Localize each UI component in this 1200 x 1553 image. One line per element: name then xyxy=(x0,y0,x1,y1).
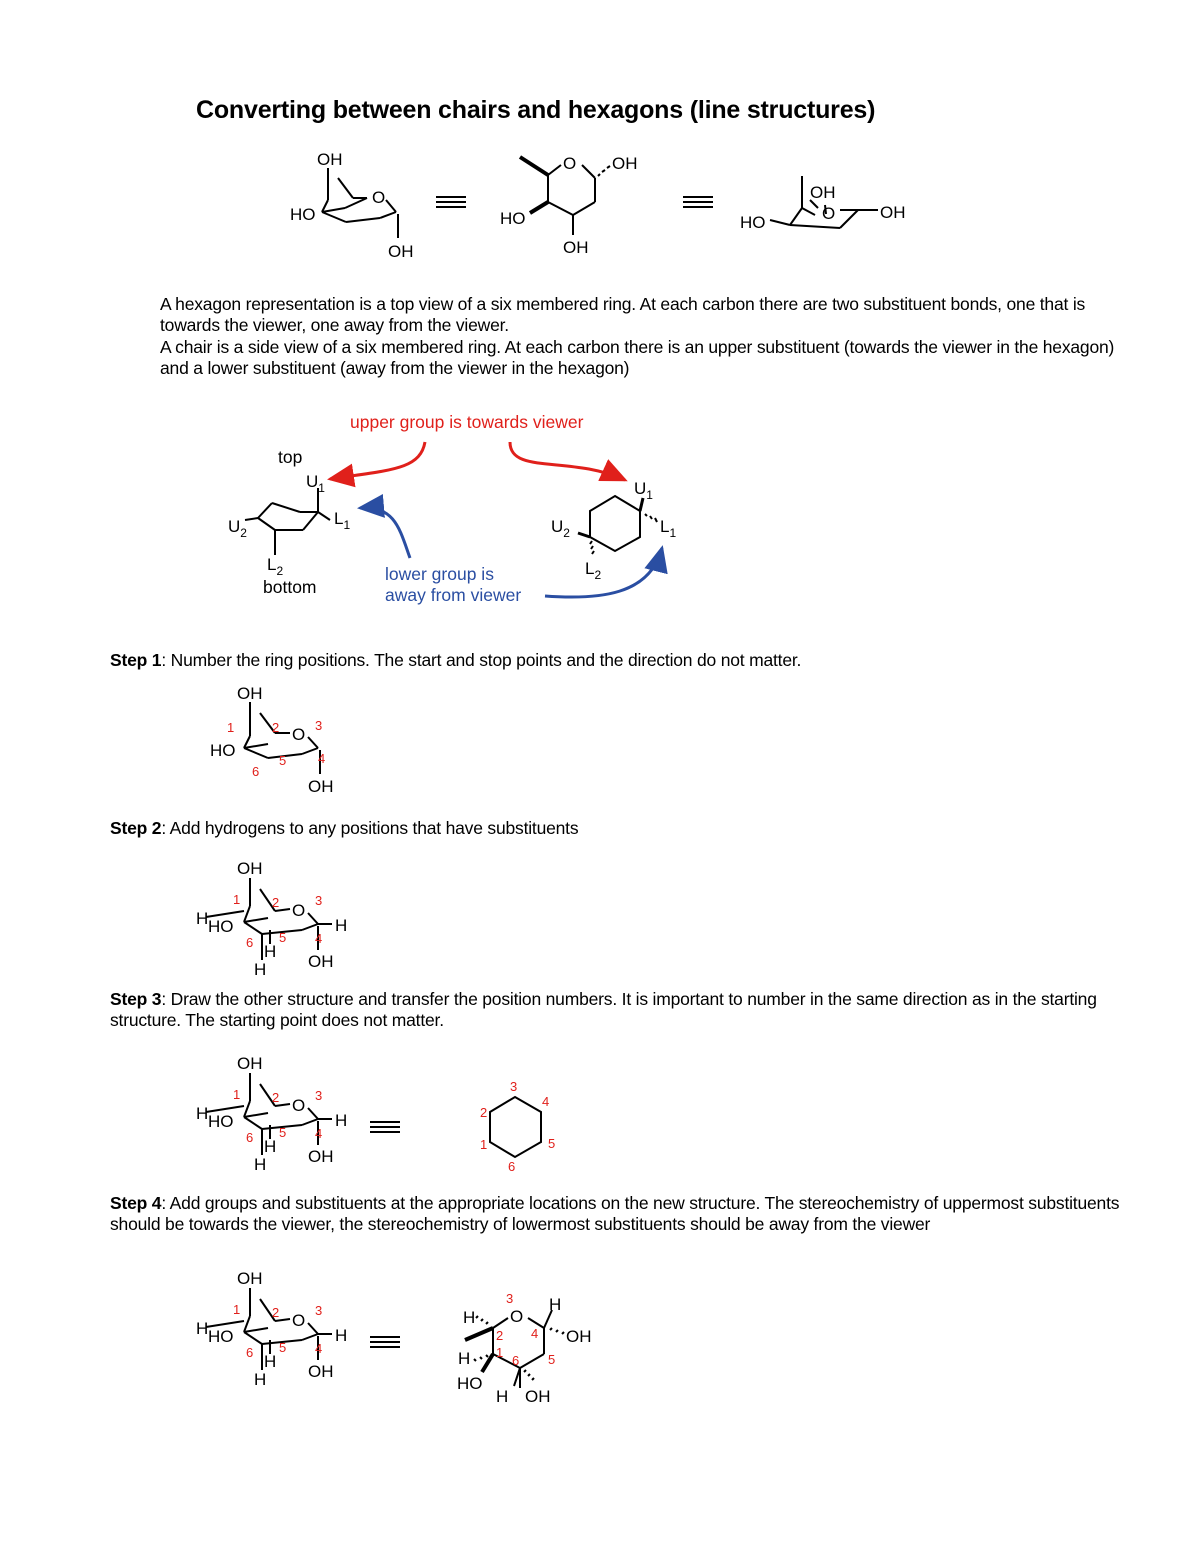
ring-oxygen-label: O xyxy=(372,188,386,207)
oh-label: OH xyxy=(237,859,263,878)
ho-label: HO xyxy=(208,1327,234,1346)
h-label: H xyxy=(264,942,277,961)
h-label: H xyxy=(463,1308,476,1327)
position-5: 5 xyxy=(279,753,287,768)
u2-label: $U_2$ xyxy=(228,517,247,540)
oh-label: OH xyxy=(317,150,343,169)
position-4: 4 xyxy=(315,1126,323,1141)
arrow-to-hexagon-lower xyxy=(545,548,662,597)
chair-structure-1 xyxy=(322,168,398,238)
step-3-text xyxy=(110,989,1150,1031)
position-4: 4 xyxy=(315,931,323,946)
intro-paragraph-2: A chair is a side view of a six membered ring. At each carbon there is an upper substituent (towards the viewer in the hexagon) and a lower substituent (away from the viewer in the hexagon) xyxy=(160,337,1115,378)
position-6: 6 xyxy=(246,1130,254,1145)
l1-label: $L_1$ xyxy=(334,509,351,532)
ho-label: HO xyxy=(290,205,316,224)
ring-oxygen-label: O xyxy=(292,901,306,920)
position-2: 2 xyxy=(272,1090,280,1105)
position-3: 3 xyxy=(315,1088,323,1103)
page-title: Converting between chairs and hexagons (line structures) xyxy=(196,96,876,124)
position-6: 6 xyxy=(246,1345,254,1360)
step-4-text xyxy=(110,1193,1150,1235)
step3-hexagon xyxy=(490,1097,541,1157)
oh-label: OH xyxy=(388,242,414,261)
equivalence-sign xyxy=(370,1337,400,1347)
reference-hexagon xyxy=(578,496,643,551)
position-5: 5 xyxy=(279,1125,287,1140)
h-label: H xyxy=(196,1104,209,1123)
step-description: : Add groups and substituents at the appropriate locations on the new structure. The stereochemistry of uppermost substituents should be towards the viewer, the stereochemistry of lowermost substituents should be away from the viewer xyxy=(110,1193,1120,1234)
position-4: 4 xyxy=(315,1341,323,1356)
step-1-text xyxy=(110,650,1150,671)
h-label: H xyxy=(196,909,209,928)
position-6: 6 xyxy=(246,935,254,950)
equivalence-sign xyxy=(436,197,466,207)
oh-label: OH xyxy=(810,183,836,202)
arrow-to-chair-lower xyxy=(360,508,410,558)
position-1: 1 xyxy=(480,1137,488,1152)
oh-label: OH xyxy=(308,777,334,796)
top-label: top xyxy=(278,447,303,467)
step-2-text xyxy=(110,818,1150,839)
position-2: 2 xyxy=(272,895,280,910)
position-1: 1 xyxy=(233,1302,241,1317)
position-3: 3 xyxy=(315,718,323,733)
ho-label: HO xyxy=(457,1374,483,1393)
step-description: : Add hydrogens to any positions that have substituents xyxy=(161,818,579,838)
position-4: 4 xyxy=(318,751,326,766)
oh-label: OH xyxy=(308,1362,334,1381)
oh-label: OH xyxy=(237,1269,263,1288)
position-3: 3 xyxy=(506,1291,514,1306)
oh-label: OH xyxy=(237,684,263,703)
upper-group-caption: upper group is towards viewer xyxy=(350,412,584,432)
oh-label: OH xyxy=(308,952,334,971)
position-2: 2 xyxy=(480,1105,488,1120)
u2-label: $U_2$ xyxy=(551,517,570,540)
position-2: 2 xyxy=(272,1305,280,1320)
position-5: 5 xyxy=(279,930,287,945)
l1-label: $L_1$ xyxy=(660,517,677,540)
ring-oxygen-label: O xyxy=(822,204,836,223)
arrow-to-hexagon-upper xyxy=(510,442,625,480)
h-label: H xyxy=(549,1295,562,1314)
oh-label: OH xyxy=(880,203,906,222)
position-3: 3 xyxy=(510,1079,518,1094)
ring-oxygen-label: O xyxy=(563,154,577,173)
h-label: H xyxy=(254,960,267,979)
h-label: H xyxy=(496,1387,509,1406)
position-1: 1 xyxy=(233,892,241,907)
step-label: Step 3 xyxy=(110,989,162,1009)
h-label: H xyxy=(458,1349,471,1368)
ring-oxygen-label: O xyxy=(510,1307,524,1326)
position-4: 4 xyxy=(531,1326,539,1341)
ho-label: HO xyxy=(208,1112,234,1131)
ring-oxygen-label: O xyxy=(292,725,306,744)
equivalence-sign xyxy=(683,197,713,207)
ho-label: HO xyxy=(210,741,236,760)
step-label: Step 4 xyxy=(110,1193,162,1213)
position-5: 5 xyxy=(548,1136,556,1151)
step-description: : Number the ring positions. The start and stop points and the direction do not matter. xyxy=(161,650,802,670)
position-1: 1 xyxy=(233,1087,241,1102)
reference-chair xyxy=(245,488,330,555)
oh-label: OH xyxy=(525,1387,551,1406)
u1-label: $U_1$ xyxy=(634,479,653,502)
hashed-bond xyxy=(590,514,657,554)
ring-oxygen-label: O xyxy=(292,1096,306,1115)
lower-group-caption-1: lower group is xyxy=(385,564,494,584)
arrow-to-chair-upper xyxy=(330,442,425,479)
ho-label: HO xyxy=(500,209,526,228)
oh-label: OH xyxy=(563,238,589,257)
position-1: 1 xyxy=(227,720,235,735)
l2-label: $L_2$ xyxy=(267,555,284,578)
position-5: 5 xyxy=(548,1352,556,1367)
position-4: 4 xyxy=(542,1094,550,1109)
equivalence-sign xyxy=(370,1122,400,1132)
h-label: H xyxy=(264,1137,277,1156)
lower-group-caption-2: away from viewer xyxy=(385,585,522,605)
step-label: Step 1 xyxy=(110,650,162,670)
oh-label: OH xyxy=(237,1054,263,1073)
ring-oxygen-label: O xyxy=(292,1311,306,1330)
position-2: 2 xyxy=(272,720,280,735)
h-label: H xyxy=(196,1319,209,1338)
h-label: H xyxy=(335,1326,348,1345)
h-label: H xyxy=(254,1370,267,1389)
l2-label: $L_2$ xyxy=(585,559,602,582)
h-label: H xyxy=(335,916,348,935)
h-label: H xyxy=(264,1352,277,1371)
h-label: H xyxy=(335,1111,348,1130)
position-3: 3 xyxy=(315,1303,323,1318)
step-description: : Draw the other structure and transfer the position numbers. It is important to number in the same direction as in the starting structure. The starting point does not matter. xyxy=(110,989,1097,1030)
position-2: 2 xyxy=(496,1328,504,1343)
ho-label: HO xyxy=(740,213,766,232)
position-6: 6 xyxy=(508,1159,516,1174)
u1-label: $U_1$ xyxy=(306,472,325,495)
h-label: H xyxy=(254,1155,267,1174)
bottom-label: bottom xyxy=(263,577,317,597)
position-5: 5 xyxy=(279,1340,287,1355)
position-3: 3 xyxy=(315,893,323,908)
step-label: Step 2 xyxy=(110,818,162,838)
oh-label: OH xyxy=(566,1327,592,1346)
oh-label: OH xyxy=(308,1147,334,1166)
intro-paragraph-1: A hexagon representation is a top view of a six membered ring. At each carbon there are two substituent bonds, one that is towards the viewer, one away from the viewer. xyxy=(160,294,1086,335)
position-6: 6 xyxy=(512,1353,520,1368)
oh-label: OH xyxy=(612,154,638,173)
ho-label: HO xyxy=(208,917,234,936)
position-6: 6 xyxy=(252,764,260,779)
position-1: 1 xyxy=(496,1345,504,1360)
